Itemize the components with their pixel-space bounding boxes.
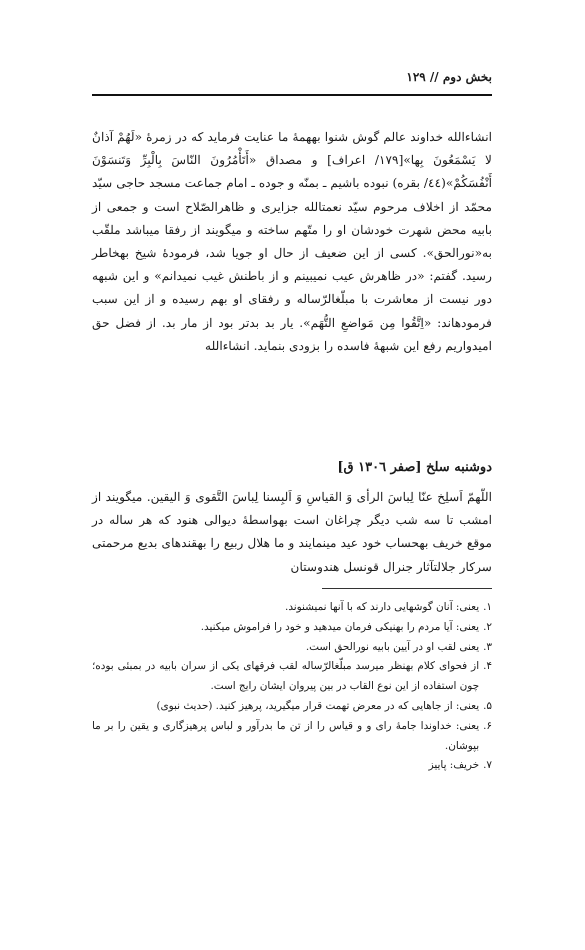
footnote-number: ۳. — [483, 640, 492, 653]
footnote-item — [92, 756, 492, 776]
footnote-text: خریف: پاییز — [428, 759, 480, 772]
footnote-item — [92, 618, 492, 638]
footnote-text: یعنی: خداوندا جامهٔ رای و و قیاس را از تن ما بدرآور و لباس پرهیزگاری و یقین را بر ما بپوشان. — [92, 719, 480, 752]
section-title: دوشنبه سلخ [صفر ۱۳۰٦ ق] — [337, 460, 492, 475]
footnote-number: ۴. — [483, 660, 492, 673]
running-head: بخش دوم // ۱۲۹ — [406, 70, 492, 84]
footnote-item — [92, 598, 492, 618]
footnote-number: ۶. — [483, 719, 492, 732]
footnote-text: از فحوای کلام بهنظر میرسد مبلّغالرّساله لقب فرقهای یکی از سران بابیه در بمبئی بوده؛ چون استفاده از این نوع القاب در بین پیروان ایشان رایج است. — [92, 660, 480, 693]
footnote-number: ۲. — [483, 620, 492, 633]
footnote-text: یعنی لقب او در آیین بابیه نورالحق است. — [305, 640, 480, 653]
footnote-item — [92, 717, 492, 757]
footnotes-list — [92, 598, 492, 776]
footnote-text: یعنی: آیا مردم را بهنیکی فرمان میدهید و خود را فراموش میکنید. — [200, 620, 480, 633]
paragraph-2: اللّهمّ اَسلِخ عنّا لِباسَ الرأی وَ القیاسِ وَ اَلبِسنا لِباسَ التَّقوی وَ الیقین. میگویند از امشب تا سه شب دیگر چراغان است بهواسطهٔ دیوالی هنود که هر ساله در موقع خریف بهحساب خود عید مینمایند و ما هلال ربیع را بهقندهای بدیع مرحمتی سرکار جلالتآثار جنرال قونسل هندوستان — [92, 490, 492, 574]
footnote-text: یعنی: از جاهایی که در معرض تهمت قرار میگیرید، پرهیز کنید. (حدیث نبوی) — [156, 699, 480, 712]
footnote-rule — [322, 588, 492, 589]
footnote-item — [92, 657, 492, 697]
footnote-item — [92, 638, 492, 658]
footnote-item — [92, 697, 492, 717]
paragraph-1: انشاءالله خداوند عالم گوش شنوا بههمهٔ ما عنایت فرماید که در زمرهٔ «لَهُمْ آذانٌ لا یَسْمَعُونَ بِها»[۱۷۹/ اعراف] و مصداق «أَتَأْمُرُونَ النّاسَ بِالْبِرِّ وَتَنسَوْنَ أَنْفُسَکُمْ»(٤٤/ بقره) نبوده باشیم ـ بمنّه و جوده ـ امام جماعت مسجد حاجی سیّد محمّد از اخلاف مرحوم سیّد نعمتالله جزایری و ظاهرالصّلاح است و جمعی از بابیه محض شهرت خودشان او را متّهم ساخته و میگویند از رفقا میباشد ملقّب به«نورالحق». کسی از این ضعیف از حال او جویا شد، فرمودهٔ شیخ بهخاطر رسید. گفتم: «در ظاهرش عیب نمیبینم و از باطنش غیب نمیدانم» و این شبهه دور نیست از معاشرت با مبلّغالرّساله و رفقای او بهم رسیده و از این سبب فرمودهاند: «اِتَّقُوا مِن مَواضعِ التُّهَم». یار بد بدتر بود از مار بد. از فضل حق امیدواریم رفع این شبههٔ فاسده را بزودی بنماید. انشاءالله — [92, 130, 492, 353]
header-rule — [92, 94, 492, 96]
footnote-text: یعنی: آنان گوشهایی دارند که با آنها نمیشنوند. — [285, 601, 480, 613]
footnote-number: ۵. — [483, 699, 492, 712]
footnote-number: ۱. — [483, 601, 492, 613]
footnote-number: ۷. — [483, 759, 492, 772]
